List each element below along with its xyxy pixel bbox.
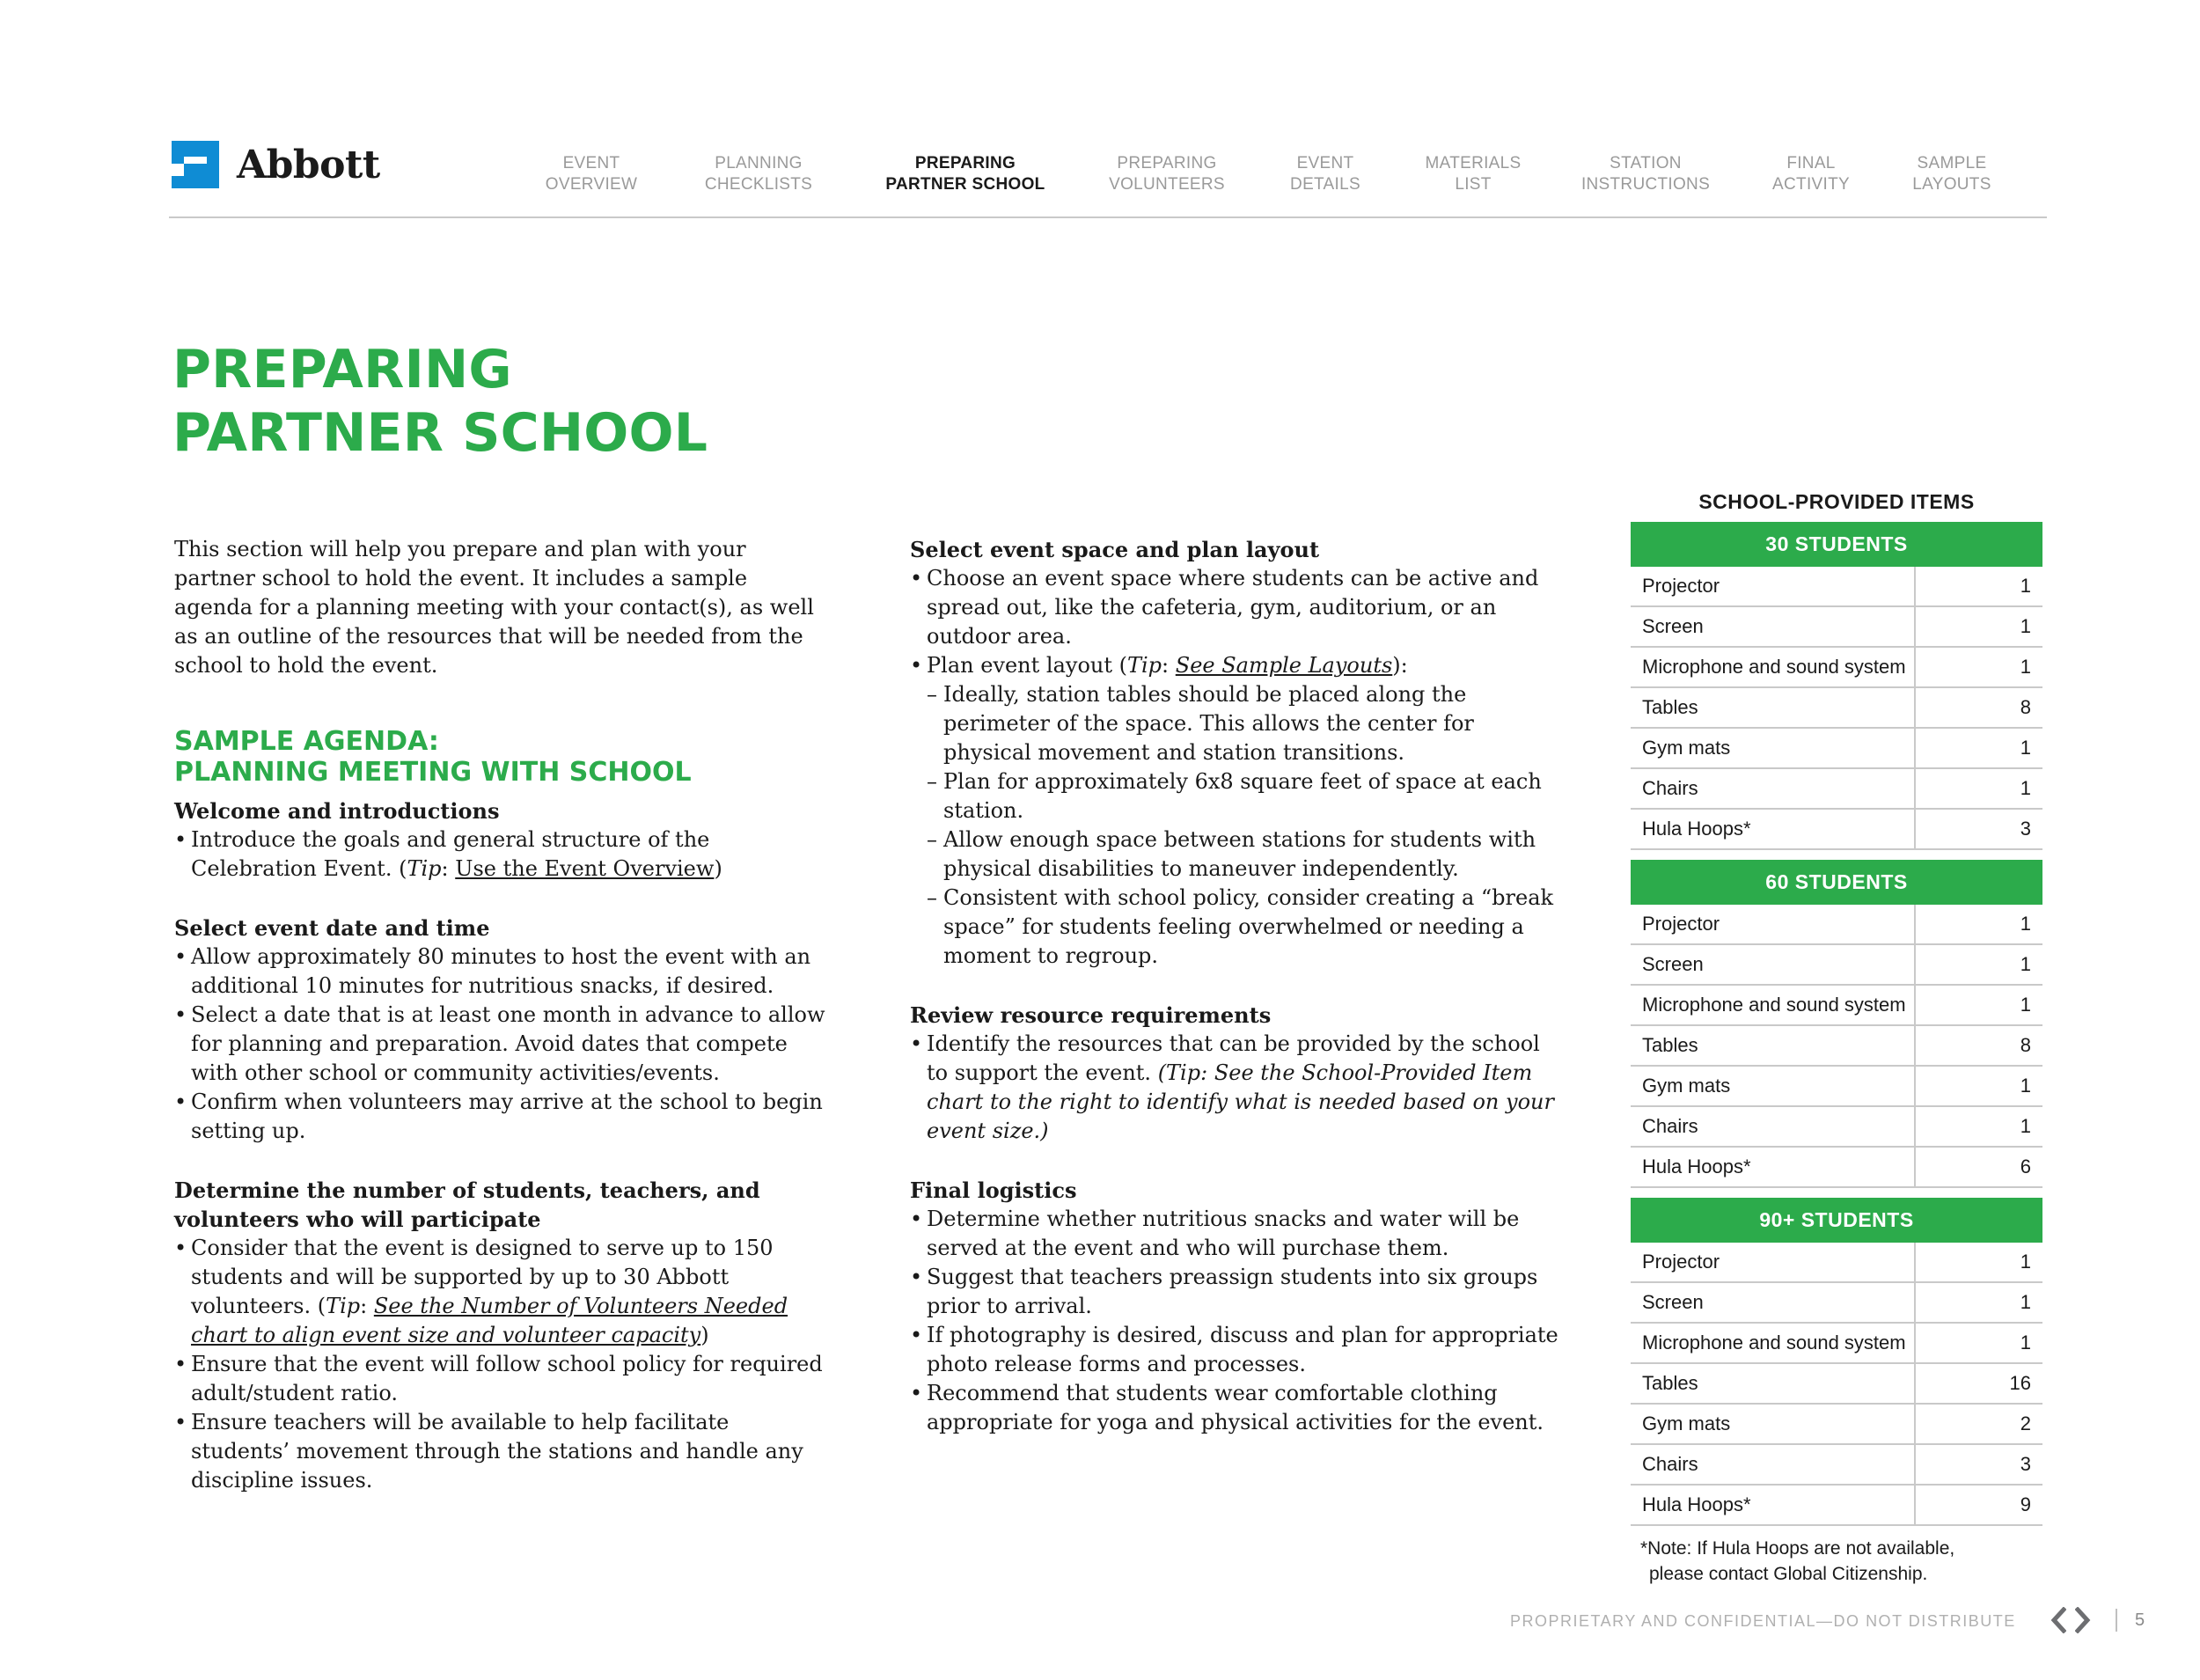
- section-title: Welcome and introductions: [174, 798, 500, 824]
- page-number: 5: [2135, 1610, 2145, 1630]
- section-participants: [174, 1176, 825, 1495]
- table-row: [1631, 1243, 2042, 1283]
- item-name: Chairs: [1631, 769, 1916, 808]
- list-item: • Recommend that students wear comfortable clothing appropriate for yoga and physical activities for the event.: [910, 1379, 1561, 1437]
- bullet-text: Introduce the goals and general structure of the Celebration Event. (: [191, 827, 710, 881]
- nav-sample-layouts[interactable]: [1912, 153, 1991, 195]
- item-name: Screen: [1631, 607, 1916, 646]
- item-qty: 2: [2020, 1412, 2031, 1434]
- item-qty: 1: [2020, 737, 2031, 759]
- section-title: Determine the number of students, teachers, and volunteers who will participate: [174, 1177, 760, 1232]
- item-qty: 1: [2020, 1075, 2031, 1097]
- table-row: [1631, 986, 2042, 1026]
- nav-event-overview[interactable]: [546, 153, 637, 195]
- item-qty: 8: [2020, 1034, 2031, 1056]
- group-header: 30 STUDENTS: [1631, 522, 2042, 567]
- nav-label-line2: ACTIVITY: [1772, 175, 1850, 194]
- table-row: [1631, 1148, 2042, 1188]
- sample-layouts-link[interactable]: See Sample Layouts: [1175, 653, 1393, 678]
- table-row: [1631, 945, 2042, 986]
- tip-separator: :: [360, 1294, 374, 1318]
- item-qty: 1: [2020, 575, 2031, 597]
- item-qty: 8: [2020, 696, 2031, 718]
- list-item: • If photography is desired, discuss and plan for appropriate photo release forms and processes.: [910, 1321, 1561, 1379]
- item-qty: 3: [2020, 818, 2031, 840]
- sub-list-item: – Allow enough space between stations for students with physical disabilities to maneuver independently.: [927, 825, 1561, 884]
- tip-separator: :: [441, 856, 456, 881]
- nav-label-line1: EVENT: [562, 154, 620, 172]
- page-navigation: [2050, 1607, 2091, 1633]
- nav-label-line2: OVERVIEW: [545, 175, 638, 194]
- item-qty: 1: [2020, 913, 2031, 935]
- chevron-left-icon[interactable]: [2050, 1607, 2066, 1633]
- nav-preparing-partner-school[interactable]: [885, 153, 1045, 195]
- item-qty: 1: [2020, 1332, 2031, 1354]
- nav-label-line2: LAYOUTS: [1912, 175, 1991, 194]
- section-welcome: [174, 796, 825, 884]
- item-name: Microphone and sound system: [1631, 648, 1916, 686]
- section-final-logistics: [910, 1176, 1561, 1437]
- list-item: • Suggest that teachers preassign students into six groups prior to arrival.: [910, 1263, 1561, 1321]
- table-row: [1631, 1026, 2042, 1067]
- list-item: • Confirm when volunteers may arrive at the school to begin setting up.: [174, 1088, 825, 1146]
- nav-final-activity[interactable]: [1772, 153, 1850, 195]
- nav-label-line2: DETAILS: [1290, 175, 1360, 194]
- tip-label: Tip: [1127, 653, 1162, 678]
- item-name: Screen: [1631, 1283, 1916, 1322]
- nav-label-line2: VOLUNTEERS: [1109, 175, 1225, 194]
- chevron-right-icon[interactable]: [2075, 1607, 2091, 1633]
- item-name: Hula Hoops*: [1631, 810, 1916, 848]
- item-name: Chairs: [1631, 1107, 1916, 1146]
- table-row: [1631, 1107, 2042, 1148]
- volunteers-needed-link[interactable]: See the Number of Volunteers Needed chart to align event size and volunteer capacity: [191, 1294, 788, 1347]
- tip-separator: :: [1162, 653, 1176, 678]
- nav-label-line1: MATERIALS: [1425, 154, 1522, 172]
- page-title-line2: PARTNER SCHOOL: [172, 402, 708, 464]
- list-item: • Determine whether nutritious snacks and water will be served at the event and who will purchase them.: [910, 1205, 1561, 1263]
- bullet-text: Plan event layout (: [927, 653, 1127, 678]
- tip-label: Tip: [407, 856, 442, 881]
- bullet-list: [174, 1234, 825, 1495]
- group-90-plus-students: [1631, 1198, 2042, 1526]
- item-qty: 9: [2020, 1493, 2031, 1515]
- item-name: Gym mats: [1631, 1067, 1916, 1105]
- table-row: [1631, 648, 2042, 688]
- table-row: [1631, 607, 2042, 648]
- item-qty: 1: [2020, 953, 2031, 975]
- table-row: [1631, 1324, 2042, 1364]
- list-item: • Ensure that the event will follow school policy for required adult/student ratio.: [174, 1350, 825, 1408]
- bullet-text: Consider that the event is designed to serve up to 150 students and will be supported by up to 30 Abbott volunteers. (: [191, 1236, 774, 1318]
- paren-close: ): [700, 1323, 709, 1347]
- list-item: [174, 825, 825, 884]
- item-name: Gym mats: [1631, 729, 1916, 767]
- confidential-notice: PROPRIETARY AND CONFIDENTIAL—DO NOT DISTRIBUTE: [1510, 1612, 2016, 1630]
- section-date-time: [174, 913, 825, 1146]
- section-title: Review resource requirements: [910, 1002, 1272, 1028]
- abbott-logo-icon: [168, 137, 223, 192]
- group-60-students: [1631, 860, 2042, 1188]
- item-qty: 1: [2020, 1251, 2031, 1273]
- school-provided-items-table: [1631, 488, 2042, 1587]
- agenda-heading-line1: SAMPLE AGENDA:: [174, 726, 439, 757]
- item-qty: 6: [2020, 1155, 2031, 1177]
- left-column: [174, 535, 825, 1525]
- tip-label: Tip: [326, 1294, 361, 1318]
- item-name: Screen: [1631, 945, 1916, 984]
- middle-column: [910, 535, 1561, 1467]
- nav-label-line1: EVENT: [1296, 154, 1354, 172]
- item-name: Microphone and sound system: [1631, 1324, 1916, 1362]
- table-row: [1631, 1486, 2042, 1526]
- item-name: Hula Hoops*: [1631, 1486, 1916, 1524]
- item-name: Tables: [1631, 1026, 1916, 1065]
- nav-label-line1: PLANNING: [715, 154, 803, 172]
- group-30-students: [1631, 522, 2042, 850]
- nav-station-instructions[interactable]: [1581, 153, 1710, 195]
- nav-label-line2: CHECKLISTS: [704, 175, 813, 194]
- item-name: Microphone and sound system: [1631, 986, 1916, 1024]
- sub-list-item: – Plan for approximately 6x8 square feet of space at each station.: [927, 767, 1561, 825]
- section-title: Final logistics: [910, 1177, 1077, 1203]
- nav-label-line1: FINAL: [1786, 154, 1836, 172]
- nav-planning-checklists[interactable]: [705, 153, 812, 195]
- table-row: [1631, 769, 2042, 810]
- abbott-logo: [168, 137, 380, 192]
- item-qty: 1: [2020, 1115, 2031, 1137]
- table-row: [1631, 729, 2042, 769]
- table-row: [1631, 1405, 2042, 1445]
- section-event-space: [910, 535, 1561, 971]
- nav-label-line1: PREPARING: [1117, 154, 1217, 172]
- header-divider: [169, 216, 2047, 218]
- item-name: Projector: [1631, 905, 1916, 943]
- table-row: [1631, 1364, 2042, 1405]
- bullet-list: [910, 1205, 1561, 1437]
- table-row: [1631, 567, 2042, 607]
- bullet-list: [910, 1030, 1561, 1146]
- table-row: [1631, 688, 2042, 729]
- list-item: [174, 1234, 825, 1350]
- sub-list: [910, 680, 1561, 971]
- bullet-list: [910, 564, 1561, 680]
- brand-name: Abbott: [237, 142, 380, 187]
- item-qty: 1: [2020, 1291, 2031, 1313]
- group-header: 90+ STUDENTS: [1631, 1198, 2042, 1243]
- list-item: • Ensure teachers will be available to help facilitate students’ movement through the stations and handle any discipline issues.: [174, 1408, 825, 1495]
- table-note: [1631, 1536, 2042, 1587]
- bullet-list: [174, 825, 825, 884]
- item-name: Chairs: [1631, 1445, 1916, 1484]
- item-qty: 3: [2020, 1453, 2031, 1475]
- nav-preparing-volunteers[interactable]: [1109, 153, 1225, 195]
- footer-divider: [2116, 1609, 2117, 1632]
- page-title-line1: PREPARING: [172, 339, 512, 400]
- item-qty: 1: [2020, 615, 2031, 637]
- paren-close: ):: [1392, 653, 1408, 678]
- section-title: Select event space and plan layout: [910, 537, 1320, 562]
- nav-label-line2: PARTNER SCHOOL: [885, 175, 1045, 194]
- sub-list-item: – Consistent with school policy, consider creating a “break space” for students feeling overwhelmed or needing a moment to regroup.: [927, 884, 1561, 971]
- list-item: • Choose an event space where students can be active and spread out, like the cafeteria, gym, auditorium, or an outdoor area.: [910, 564, 1561, 651]
- list-item: [910, 1030, 1561, 1146]
- item-qty: 1: [2020, 994, 2031, 1016]
- nav-materials-list[interactable]: [1426, 153, 1522, 195]
- page-title: [172, 338, 708, 465]
- nav-label-line2: INSTRUCTIONS: [1580, 175, 1711, 194]
- table-row: [1631, 810, 2042, 850]
- table-title: SCHOOL-PROVIDED ITEMS: [1698, 490, 1975, 513]
- item-qty: 1: [2020, 656, 2031, 678]
- section-resources: [910, 1001, 1561, 1146]
- item-qty: 16: [2009, 1372, 2031, 1394]
- bullet-text: Identify the resources that can be provided by the school to support the event.: [927, 1031, 1540, 1085]
- item-name: Projector: [1631, 567, 1916, 605]
- item-name: Tables: [1631, 688, 1916, 727]
- bullet-list: [174, 943, 825, 1146]
- table-row: [1631, 1445, 2042, 1486]
- item-name: Hula Hoops*: [1631, 1148, 1916, 1186]
- intro-paragraph: This section will help you prepare and plan with your partner school to hold the event. It includes a sample agenda for a planning meeting with your contact(s), as well as an outline of the resources that will be needed from the school to hold the event.: [174, 537, 814, 678]
- nav-event-details[interactable]: [1290, 153, 1360, 195]
- nav-label-line1: SAMPLE: [1917, 154, 1987, 172]
- table-row: [1631, 1067, 2042, 1107]
- list-item: [910, 651, 1561, 680]
- table-row: [1631, 1283, 2042, 1324]
- event-overview-link[interactable]: Use the Event Overview: [455, 856, 715, 881]
- item-name: Projector: [1631, 1243, 1916, 1281]
- item-name: Tables: [1631, 1364, 1916, 1403]
- tip-text: (Tip: See the School-Provided Item chart to the right to identify what is needed based on your event size.): [927, 1060, 1554, 1143]
- sub-list-item: – Ideally, station tables should be placed along the perimeter of the space. This allows the center for physical movement and station transitions.: [927, 680, 1561, 767]
- nav-label-line1: PREPARING: [914, 154, 1016, 172]
- item-name: Gym mats: [1631, 1405, 1916, 1443]
- agenda-heading-line2: PLANNING MEETING WITH SCHOOL: [174, 757, 692, 788]
- agenda-heading: [174, 726, 825, 788]
- group-header: 60 STUDENTS: [1631, 860, 2042, 905]
- table-note-line2: please contact Global Citizenship.: [1649, 1564, 1928, 1584]
- list-item: • Select a date that is at least one month in advance to allow for planning and preparation. Avoid dates that compete with other school or community activities/events.: [174, 1001, 825, 1088]
- item-qty: 1: [2020, 777, 2031, 799]
- list-item: • Allow approximately 80 minutes to host the event with an additional 10 minutes for nutritious snacks, if desired.: [174, 943, 825, 1001]
- section-title: Select event date and time: [174, 915, 490, 941]
- nav-label-line2: LIST: [1455, 175, 1492, 194]
- table-row: [1631, 905, 2042, 945]
- table-note-line1: *Note: If Hula Hoops are not available,: [1640, 1538, 1955, 1559]
- nav-label-line1: STATION: [1610, 154, 1682, 172]
- paren-close: ): [714, 856, 722, 881]
